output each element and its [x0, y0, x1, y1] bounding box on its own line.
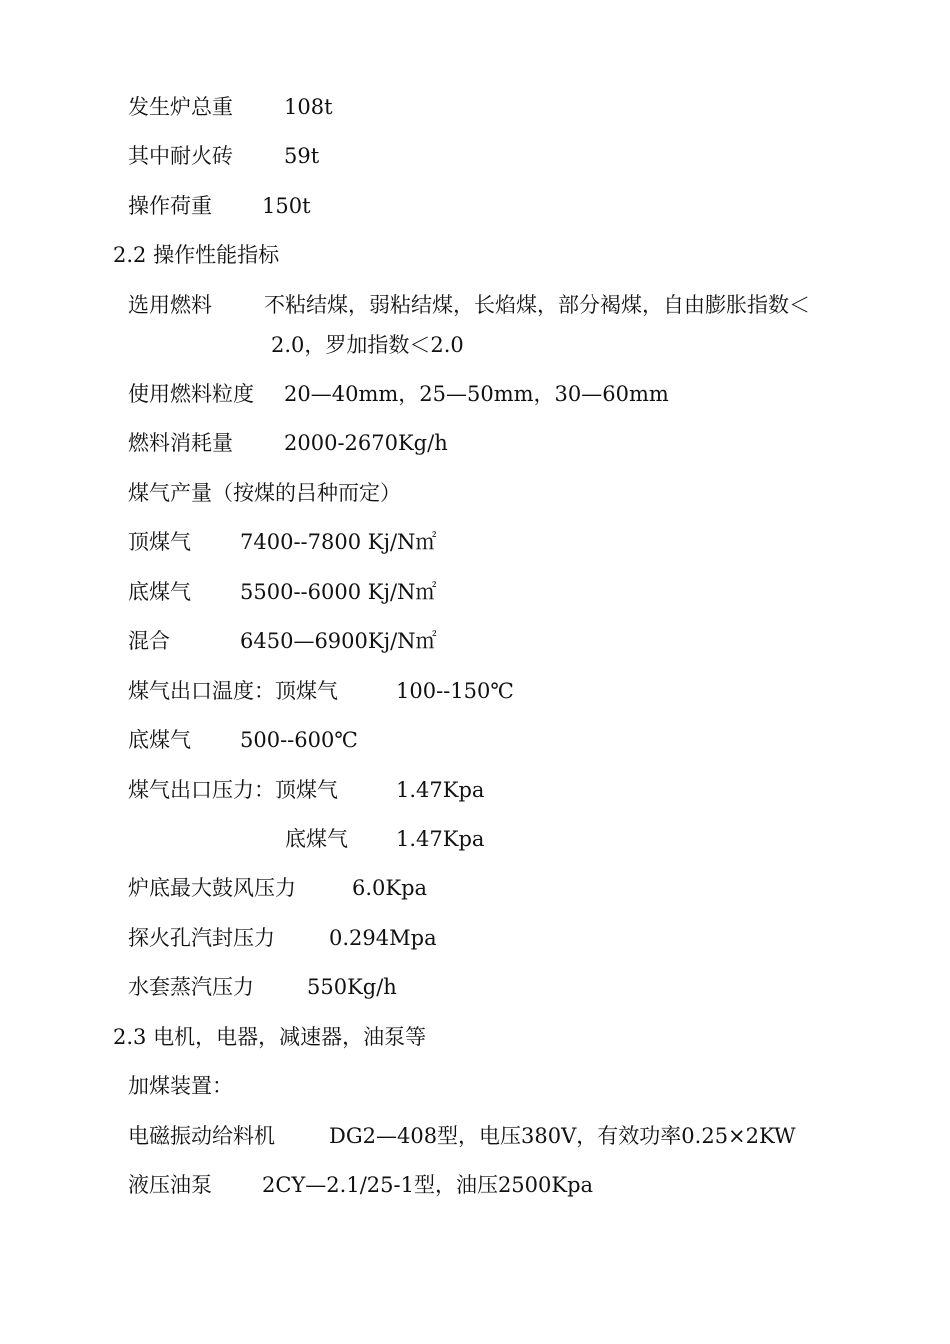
spec-value: 5500--6000 Kj/N㎡ — [240, 580, 437, 604]
spec-label: 底煤气 — [128, 728, 191, 752]
spec-gas-outlet-pressure-bottom — [285, 824, 484, 854]
spec-label: 底煤气 — [285, 827, 348, 851]
spec-value: 不粘结煤，弱粘结煤，长焰煤，部分褐煤，自由膨胀指数＜ — [264, 293, 810, 317]
spec-refractory-brick — [128, 141, 319, 171]
spec-value: 2CY—2.1/25-1型，油压2500Kpa — [262, 1173, 594, 1197]
spec-label: 探火孔汽封压力 — [128, 926, 275, 950]
spec-max-blast-pressure — [128, 873, 427, 903]
spec-label: 顶煤气 — [128, 530, 191, 554]
spec-label: 电磁振动给料机 — [128, 1124, 275, 1148]
spec-value: 7400--7800 Kj/N㎡ — [240, 530, 437, 554]
section-heading-2-3: 2.3 电机，电器，减速器，油泵等 — [113, 1025, 427, 1049]
spec-value: 20—40mm，25—50mm，30—60mm — [284, 382, 669, 406]
spec-label: 选用燃料 — [128, 293, 212, 317]
spec-vibrating-feeder — [128, 1121, 796, 1151]
spec-value: 1.47Kpa — [396, 778, 485, 802]
spec-value: 6450—6900Kj/N㎡ — [240, 629, 437, 653]
spec-gas-outlet-temp-top — [128, 676, 514, 706]
spec-label: 煤气出口压力：顶煤气 — [128, 778, 338, 802]
spec-label: 使用燃料粒度 — [128, 382, 254, 406]
spec-operating-load — [128, 191, 311, 221]
spec-pokehole-seal-pressure — [128, 923, 437, 953]
spec-label: 煤气出口温度：顶煤气 — [128, 679, 338, 703]
spec-value: 59t — [284, 144, 320, 168]
spec-fuel-particle-size — [128, 379, 669, 409]
spec-top-gas — [128, 527, 436, 557]
spec-label: 燃料消耗量 — [128, 431, 233, 455]
spec-label: 发生炉总重 — [128, 95, 233, 119]
spec-value: 1.47Kpa — [396, 827, 485, 851]
spec-gas-outlet-temp-bottom — [128, 725, 358, 755]
spec-total-weight — [128, 92, 333, 122]
gas-output-heading: 煤气产量（按煤的吕种而定） — [128, 481, 401, 505]
spec-label: 水套蒸汽压力 — [128, 975, 254, 999]
spec-water-jacket-steam — [128, 972, 397, 1002]
spec-value: 108t — [284, 95, 333, 119]
spec-bottom-gas — [128, 577, 436, 607]
spec-fuel-selection-continued: 2.0，罗加指数＜2.0 — [271, 333, 464, 357]
spec-label: 混合 — [128, 629, 170, 653]
spec-value: 6.0Kpa — [352, 876, 428, 900]
spec-label: 操作荷重 — [128, 194, 212, 218]
spec-value: 100--150℃ — [396, 679, 514, 703]
spec-label: 其中耐火砖 — [128, 144, 233, 168]
spec-label: 炉底最大鼓风压力 — [128, 876, 296, 900]
spec-fuel-selection — [128, 290, 810, 320]
spec-value: 500--600℃ — [240, 728, 358, 752]
spec-fuel-consumption — [128, 428, 448, 458]
spec-label: 底煤气 — [128, 580, 191, 604]
section-heading-2-2: 2.2 操作性能指标 — [113, 243, 280, 267]
coal-feeding-heading: 加煤装置： — [128, 1074, 233, 1098]
spec-value: 2000-2670Kg/h — [284, 431, 448, 455]
spec-label: 液压油泵 — [128, 1173, 212, 1197]
spec-mixed-gas — [128, 626, 437, 656]
spec-hydraulic-pump — [128, 1170, 593, 1200]
spec-gas-outlet-pressure-top — [128, 775, 484, 805]
spec-value: DG2—408型，电压380V，有效功率0.25×2KW — [329, 1124, 796, 1148]
spec-value: 0.294Mpa — [329, 926, 437, 950]
spec-value: 150t — [262, 194, 311, 218]
spec-value: 550Kg/h — [307, 975, 397, 999]
